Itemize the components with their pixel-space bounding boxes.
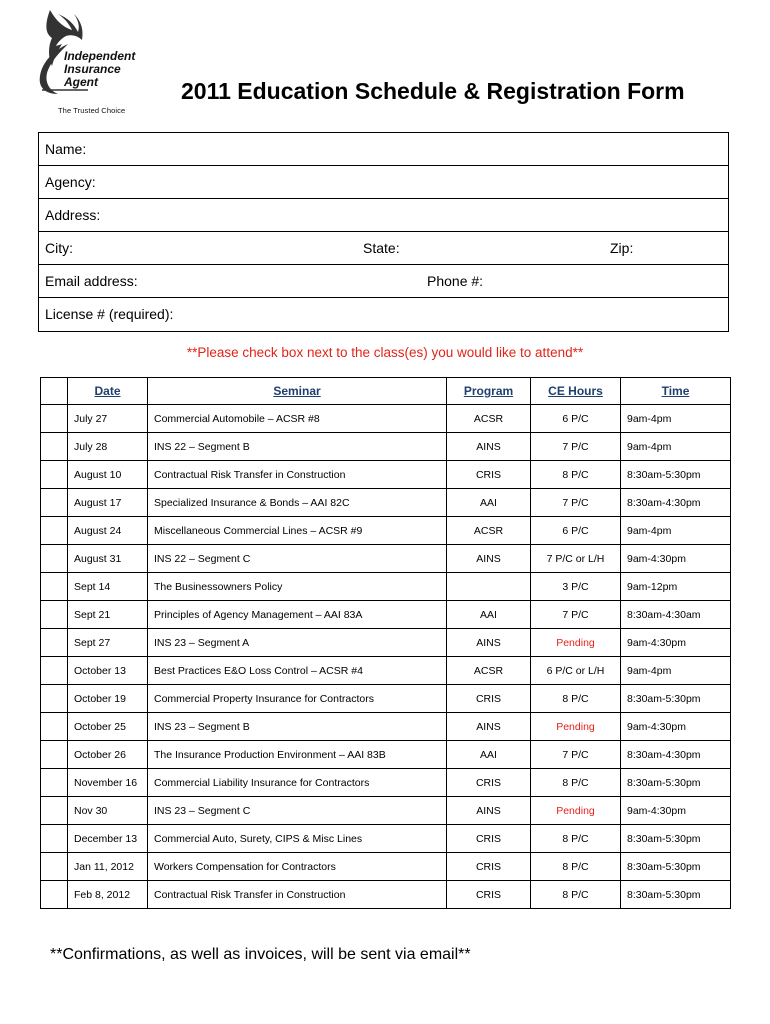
address-field[interactable] (39, 199, 728, 232)
cell-program: CRIS (447, 825, 531, 853)
cell-seminar: Commercial Liability Insurance for Contractors (148, 769, 447, 797)
cell-seminar: The Businessowners Policy (148, 573, 447, 601)
header-date: Date (68, 378, 148, 405)
cell-program: ACSR (447, 405, 531, 433)
cell-program: AAI (447, 741, 531, 769)
cell-date: July 27 (68, 405, 148, 433)
cell-time: 9am-4pm (621, 657, 731, 685)
class-checkbox[interactable] (41, 545, 68, 573)
cell-ce-hours: Pending (531, 629, 621, 657)
cell-time: 8:30am-4:30am (621, 601, 731, 629)
cell-date: October 19 (68, 685, 148, 713)
cell-time: 9am-4:30pm (621, 797, 731, 825)
city-state-zip-field[interactable] (39, 232, 728, 265)
cell-time: 9am-4:30pm (621, 545, 731, 573)
registration-form (38, 132, 729, 332)
company-logo (28, 6, 158, 118)
cell-program: ACSR (447, 657, 531, 685)
header-time: Time (621, 378, 731, 405)
cell-date: August 10 (68, 461, 148, 489)
table-row (41, 797, 731, 825)
cell-date: October 25 (68, 713, 148, 741)
cell-date: December 13 (68, 825, 148, 853)
cell-ce-hours: 8 P/C (531, 685, 621, 713)
name-field[interactable] (39, 133, 728, 166)
class-checkbox[interactable] (41, 629, 68, 657)
page-title: 2011 Education Schedule & Registration Form (181, 78, 685, 104)
class-checkbox[interactable] (41, 853, 68, 881)
address-label: Address: (45, 207, 101, 223)
table-row (41, 713, 731, 741)
table-row (41, 545, 731, 573)
logo-line-2: Insurance (64, 62, 121, 76)
cell-time: 9am-4:30pm (621, 713, 731, 741)
phone-label: Phone #: (427, 273, 484, 289)
class-checkbox[interactable] (41, 797, 68, 825)
cell-seminar: Principles of Agency Management – AAI 83A (148, 601, 447, 629)
cell-time: 9am-12pm (621, 573, 731, 601)
cell-program: CRIS (447, 881, 531, 909)
cell-program: CRIS (447, 461, 531, 489)
table-row (41, 517, 731, 545)
cell-seminar: INS 23 – Segment A (148, 629, 447, 657)
class-checkbox[interactable] (41, 685, 68, 713)
cell-ce-hours: 6 P/C (531, 405, 621, 433)
cell-seminar: INS 23 – Segment C (148, 797, 447, 825)
class-checkbox[interactable] (41, 713, 68, 741)
license-label: License # (required): (45, 306, 174, 322)
schedule-table (40, 377, 731, 909)
cell-date: August 31 (68, 545, 148, 573)
table-row (41, 405, 731, 433)
cell-time: 9am-4pm (621, 405, 731, 433)
cell-program: CRIS (447, 769, 531, 797)
zip-label: Zip: (610, 240, 634, 256)
cell-ce-hours: 7 P/C (531, 489, 621, 517)
class-checkbox[interactable] (41, 825, 68, 853)
city-label: City: (45, 240, 73, 256)
logo-line-1: Independent (64, 49, 136, 63)
cell-seminar: Commercial Auto, Surety, CIPS & Misc Lines (148, 825, 447, 853)
table-row (41, 685, 731, 713)
cell-seminar: INS 23 – Segment B (148, 713, 447, 741)
cell-date: Sept 21 (68, 601, 148, 629)
table-header-row (41, 378, 731, 405)
class-checkbox[interactable] (41, 741, 68, 769)
agency-field[interactable] (39, 166, 728, 199)
agency-label: Agency: (45, 174, 96, 190)
cell-ce-hours: 8 P/C (531, 769, 621, 797)
class-checkbox[interactable] (41, 601, 68, 629)
cell-ce-hours: 7 P/C (531, 741, 621, 769)
cell-ce-hours: 6 P/C (531, 517, 621, 545)
cell-program: CRIS (447, 853, 531, 881)
class-checkbox[interactable] (41, 433, 68, 461)
header-ce-hours: CE Hours (531, 378, 621, 405)
logo-line-3: Agent (64, 75, 98, 89)
cell-seminar: INS 22 – Segment C (148, 545, 447, 573)
class-checkbox[interactable] (41, 657, 68, 685)
cell-ce-hours: Pending (531, 713, 621, 741)
email-label: Email address: (45, 273, 138, 289)
cell-seminar: INS 22 – Segment B (148, 433, 447, 461)
header-program: Program (447, 378, 531, 405)
checkbox-header (41, 378, 68, 405)
cell-date: November 16 (68, 769, 148, 797)
table-row (41, 825, 731, 853)
cell-ce-hours: 3 P/C (531, 573, 621, 601)
cell-program: ACSR (447, 517, 531, 545)
cell-date: August 17 (68, 489, 148, 517)
cell-time: 8:30am-5:30pm (621, 769, 731, 797)
table-row (41, 461, 731, 489)
cell-time: 8:30am-5:30pm (621, 461, 731, 489)
cell-date: October 26 (68, 741, 148, 769)
cell-time: 8:30am-5:30pm (621, 853, 731, 881)
cell-time: 8:30am-4:30pm (621, 741, 731, 769)
cell-ce-hours: Pending (531, 797, 621, 825)
cell-ce-hours: 7 P/C (531, 601, 621, 629)
cell-date: August 24 (68, 517, 148, 545)
cell-time: 9am-4pm (621, 433, 731, 461)
cell-date: July 28 (68, 433, 148, 461)
class-checkbox[interactable] (41, 573, 68, 601)
cell-seminar: Commercial Property Insurance for Contractors (148, 685, 447, 713)
cell-date: October 13 (68, 657, 148, 685)
cell-ce-hours: 8 P/C (531, 461, 621, 489)
cell-ce-hours: 8 P/C (531, 881, 621, 909)
cell-seminar: Specialized Insurance & Bonds – AAI 82C (148, 489, 447, 517)
cell-time: 9am-4:30pm (621, 629, 731, 657)
cell-seminar: Contractual Risk Transfer in Construction (148, 461, 447, 489)
cell-date: Feb 8, 2012 (68, 881, 148, 909)
cell-date: Nov 30 (68, 797, 148, 825)
footer-note: **Confirmations, as well as invoices, will be sent via email** (50, 946, 471, 963)
cell-program (447, 573, 531, 601)
table-row (41, 489, 731, 517)
cell-date: Jan 11, 2012 (68, 853, 148, 881)
cell-time: 8:30am-4:30pm (621, 489, 731, 517)
cell-time: 8:30am-5:30pm (621, 685, 731, 713)
cell-program: AINS (447, 629, 531, 657)
class-checkbox[interactable] (41, 489, 68, 517)
cell-program: CRIS (447, 685, 531, 713)
cell-program: AINS (447, 797, 531, 825)
cell-ce-hours: 6 P/C or L/H (531, 657, 621, 685)
cell-date: Sept 14 (68, 573, 148, 601)
cell-seminar: Workers Compensation for Contractors (148, 853, 447, 881)
cell-date: Sept 27 (68, 629, 148, 657)
cell-ce-hours: 8 P/C (531, 853, 621, 881)
cell-time: 8:30am-5:30pm (621, 825, 731, 853)
table-row (41, 741, 731, 769)
class-checkbox[interactable] (41, 517, 68, 545)
header-seminar: Seminar (148, 378, 447, 405)
table-row (41, 853, 731, 881)
state-label: State: (363, 240, 400, 256)
cell-program: AAI (447, 489, 531, 517)
cell-program: AAI (447, 601, 531, 629)
license-field[interactable] (39, 298, 728, 331)
class-checkbox[interactable] (41, 769, 68, 797)
cell-program: AINS (447, 545, 531, 573)
class-checkbox[interactable] (41, 405, 68, 433)
cell-seminar: The Insurance Production Environment – AAI 83B (148, 741, 447, 769)
cell-ce-hours: 7 P/C (531, 433, 621, 461)
cell-ce-hours: 8 P/C (531, 825, 621, 853)
cell-ce-hours: 7 P/C or L/H (531, 545, 621, 573)
cell-seminar: Commercial Automobile – ACSR #8 (148, 405, 447, 433)
name-label: Name: (45, 141, 87, 157)
class-checkbox[interactable] (41, 461, 68, 489)
table-row (41, 433, 731, 461)
email-phone-field[interactable] (39, 265, 728, 298)
table-row (41, 769, 731, 797)
cell-time: 8:30am-5:30pm (621, 881, 731, 909)
cell-seminar: Best Practices E&O Loss Control – ACSR #4 (148, 657, 447, 685)
class-checkbox[interactable] (41, 881, 68, 909)
cell-program: AINS (447, 433, 531, 461)
table-row (41, 573, 731, 601)
check-box-notice: **Please check box next to the class(es) you would like to attend** (186, 345, 584, 360)
table-row (41, 657, 731, 685)
table-row (41, 629, 731, 657)
logo-tagline: The Trusted Choice (58, 106, 126, 115)
cell-program: AINS (447, 713, 531, 741)
cell-time: 9am-4pm (621, 517, 731, 545)
table-row (41, 881, 731, 909)
cell-seminar: Contractual Risk Transfer in Construction (148, 881, 447, 909)
cell-seminar: Miscellaneous Commercial Lines – ACSR #9 (148, 517, 447, 545)
table-row (41, 601, 731, 629)
